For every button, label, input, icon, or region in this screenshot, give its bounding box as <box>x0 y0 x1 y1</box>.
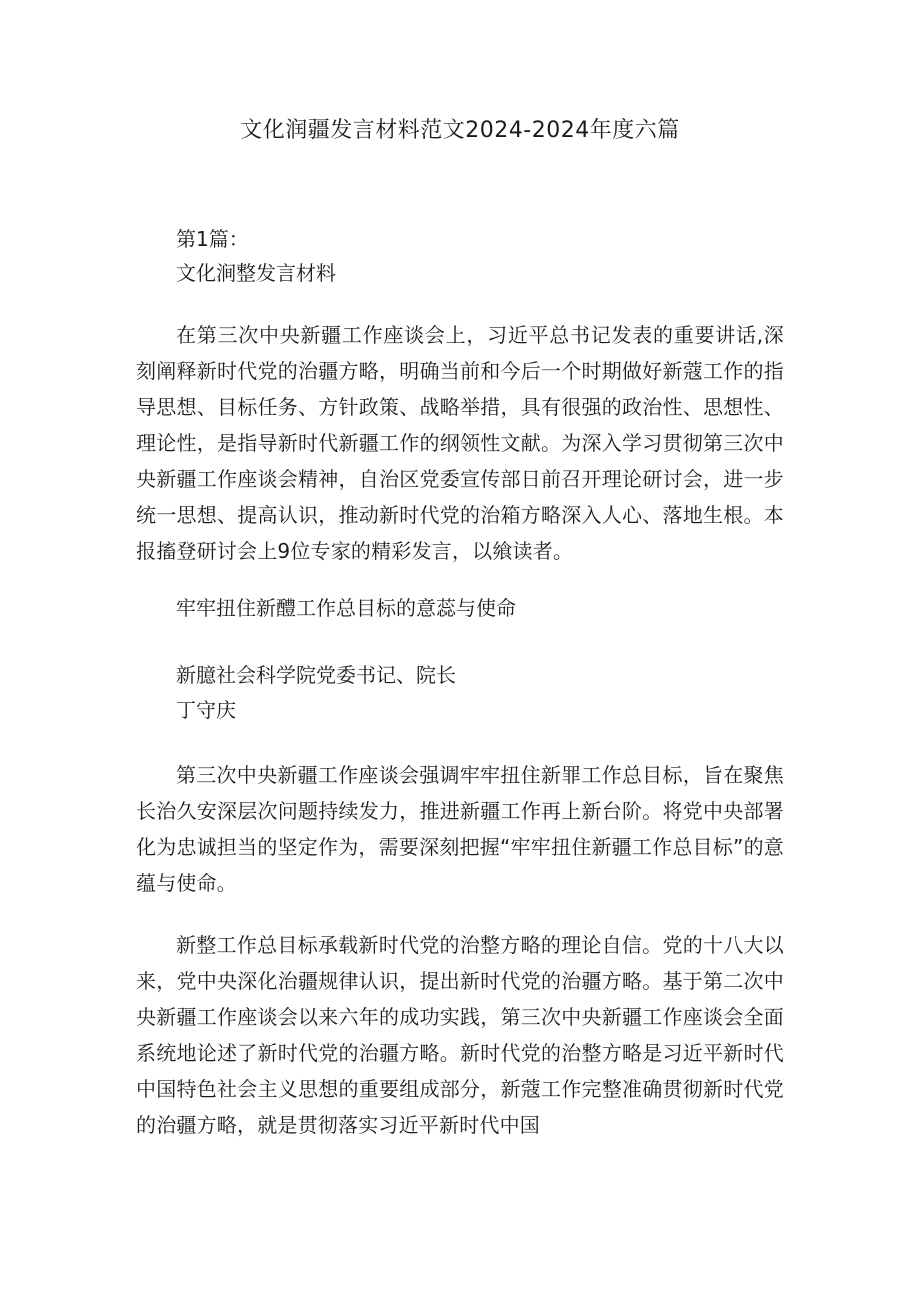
document-title: 文化润疆发言材料范文2024-2024年度六篇 <box>240 118 680 143</box>
body-paragraph-2: 第三次中央新疆工作座谈会强调牢牢扭住新罪工作总目标，旨在聚焦长治久安深层次问题持续发力，推进新疆工作再上新台阶。将党中央部署化为忠诚担当的坚定作为，需要深刻把握“牢牢扭住新疆工作总目标”的意蕴与使命。 <box>136 763 784 895</box>
author-name: 丁守庆 <box>176 698 236 722</box>
section-heading: 第1篇： <box>176 227 249 251</box>
author-affiliation: 新臆社会科学院党委书记、院长 <box>176 663 456 687</box>
article-title: 牢牢扭住新醴工作总目标的意蕊与使命 <box>176 596 516 620</box>
section-subtitle: 文化涧整发言材料 <box>176 261 336 285</box>
body-paragraph-1: 在第三次中央新疆工作座谈会上，习近平总书记发表的重要讲话,深刻阐释新时代党的治疆方略，明确当前和今后一个时期做好新蔻工作的指导思想、目标任务、方针政策、战略举措，具有很强的政治性、思想性、理论性，是指导新时代新疆工作的纲领性文献。为深入学习贯彻第三次中央新疆工作座谈会精神，自治区党委宣传部日前召开理论研讨会，进一步统一思想、提高认识，推动新时代党的治箱方略深入人心、落地生根。本报搐登研讨会上9位专家的精彩发言，以飨读者。 <box>136 323 784 563</box>
body-paragraph-3: 新整工作总目标承载新时代党的治整方略的理论自信。党的十八大以来，党中央深化治疆规律认识，提出新时代党的治疆方略。基于第二次中央新疆工作座谈会以来六年的成功实践，第三次中央新疆工作座谈会全面系统地论述了新时代党的治疆方略。新时代党的治整方略是习近平新时代中国特色社会主义思想的重要组成部分，新蔻工作完整准确贯彻新时代党的治疆方略，就是贯彻落实习近平新时代中国 <box>136 933 784 1137</box>
